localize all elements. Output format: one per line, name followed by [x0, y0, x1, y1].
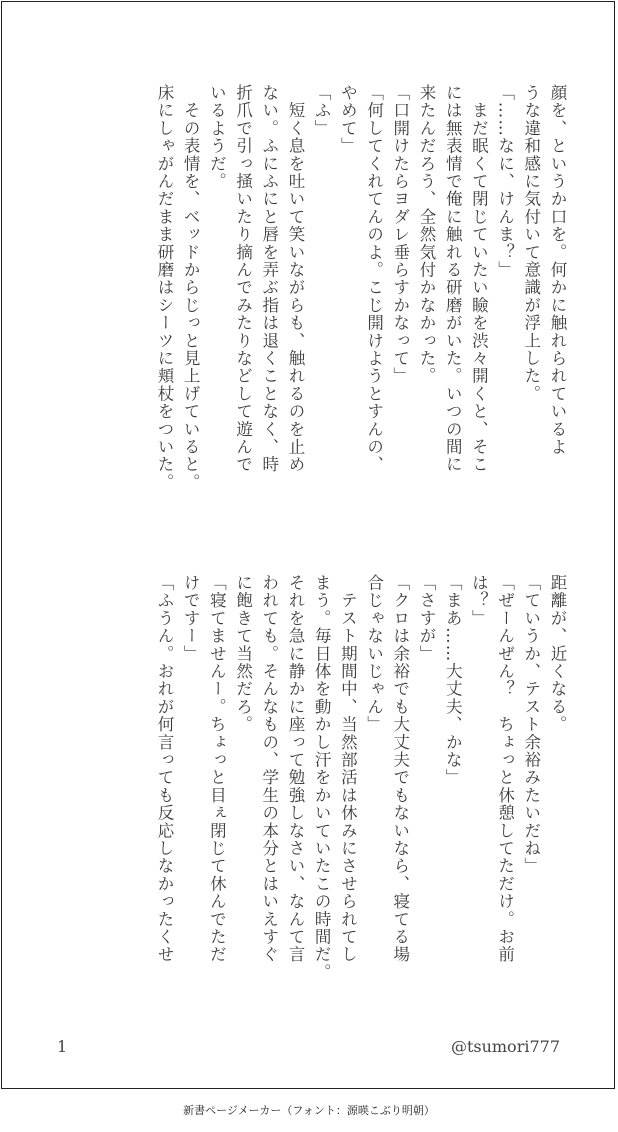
generator-footer: 新書ページメーカー（フォント：源暎こぶり明朝） — [183, 1104, 435, 1117]
text-line: 「ぜーんぜん？ ちょっと休憩してただけ。お前 — [495, 574, 515, 964]
text-line: 距離が、近くなる。 — [548, 574, 567, 734]
book-page — [1, 1, 615, 1089]
text-line: まだ眠くて閉じていたい瞼を渋々開くと、そこ — [469, 84, 489, 474]
text-line: やめて」 — [338, 84, 358, 155]
text-line: テスト期間中、当然部活は休みにさせられてし — [338, 574, 358, 964]
text-line: は？」 — [469, 574, 489, 628]
text-line: 顔を、というか口を。何かに触れられているよ — [548, 84, 567, 456]
text-line: いるようだ。 — [207, 84, 227, 191]
text-line: それを急に静かに座って勉強しなさい、なんて言 — [285, 574, 305, 964]
text-line: 「さすが」 — [416, 574, 436, 663]
text-line: 「口開けたらヨダレ垂らすかなって」 — [390, 84, 410, 385]
text-line: 合じゃないじゃん」 — [364, 574, 384, 734]
text-line: うな違和感に気付いて意識が浮上した。 — [521, 84, 541, 403]
text-line: 床にしゃがんだまま研磨はシーツに頬杖をついた。 — [154, 84, 174, 492]
text-line: その表情を、ベッドからじっと見上げていると。 — [181, 84, 201, 492]
text-line: 折爪で引っ掻いたり摘んでみたりなどして遊んで — [233, 84, 253, 474]
text-line: には無表情で俺に触れる研磨がいた。いつの間に — [443, 84, 463, 474]
text-line: 来たんだろう、全然気付かなかった。 — [416, 84, 436, 385]
text-line: 「寝てませんー。ちょっと目ぇ閉じて休んでただ — [207, 574, 227, 964]
text-line: けですー」 — [181, 574, 201, 663]
text-line: まう。毎日体を動かし汗をかいていたこの時間だ。 — [312, 574, 332, 982]
text-line: 短く息を吐いて笑いながらも、触れるのを止め — [285, 84, 305, 474]
page-number: 1 — [57, 1037, 68, 1056]
text-line: われても。そんなもの、学生の本分とはいえすぐ — [259, 574, 279, 964]
text-line: 「クロは余裕でも大丈夫でもないなら、寝てる場 — [390, 574, 410, 964]
text-line: ない。ふにふにと唇を弄ぶ指は退くことなく、時 — [259, 84, 279, 474]
text-line: 「……なに、けんま？」 — [495, 84, 515, 279]
upper-text-block — [151, 84, 570, 516]
lower-text-block — [151, 574, 570, 1006]
text-line: 「何してくれてんのよ。こじ開けようとすんの、 — [364, 84, 384, 474]
text-line: 「まあ……大丈夫、かな」 — [443, 574, 463, 787]
text-line: に飽きて当然だろ。 — [233, 574, 253, 734]
text-line: 「ふ」 — [312, 84, 332, 138]
author-handle: @tsumori777 — [450, 1037, 560, 1056]
text-line: 「ていうか、テスト余裕みたいだね」 — [521, 574, 541, 875]
text-line: 「ふうん。おれが何言っても反応しなかったくせ — [154, 574, 174, 964]
